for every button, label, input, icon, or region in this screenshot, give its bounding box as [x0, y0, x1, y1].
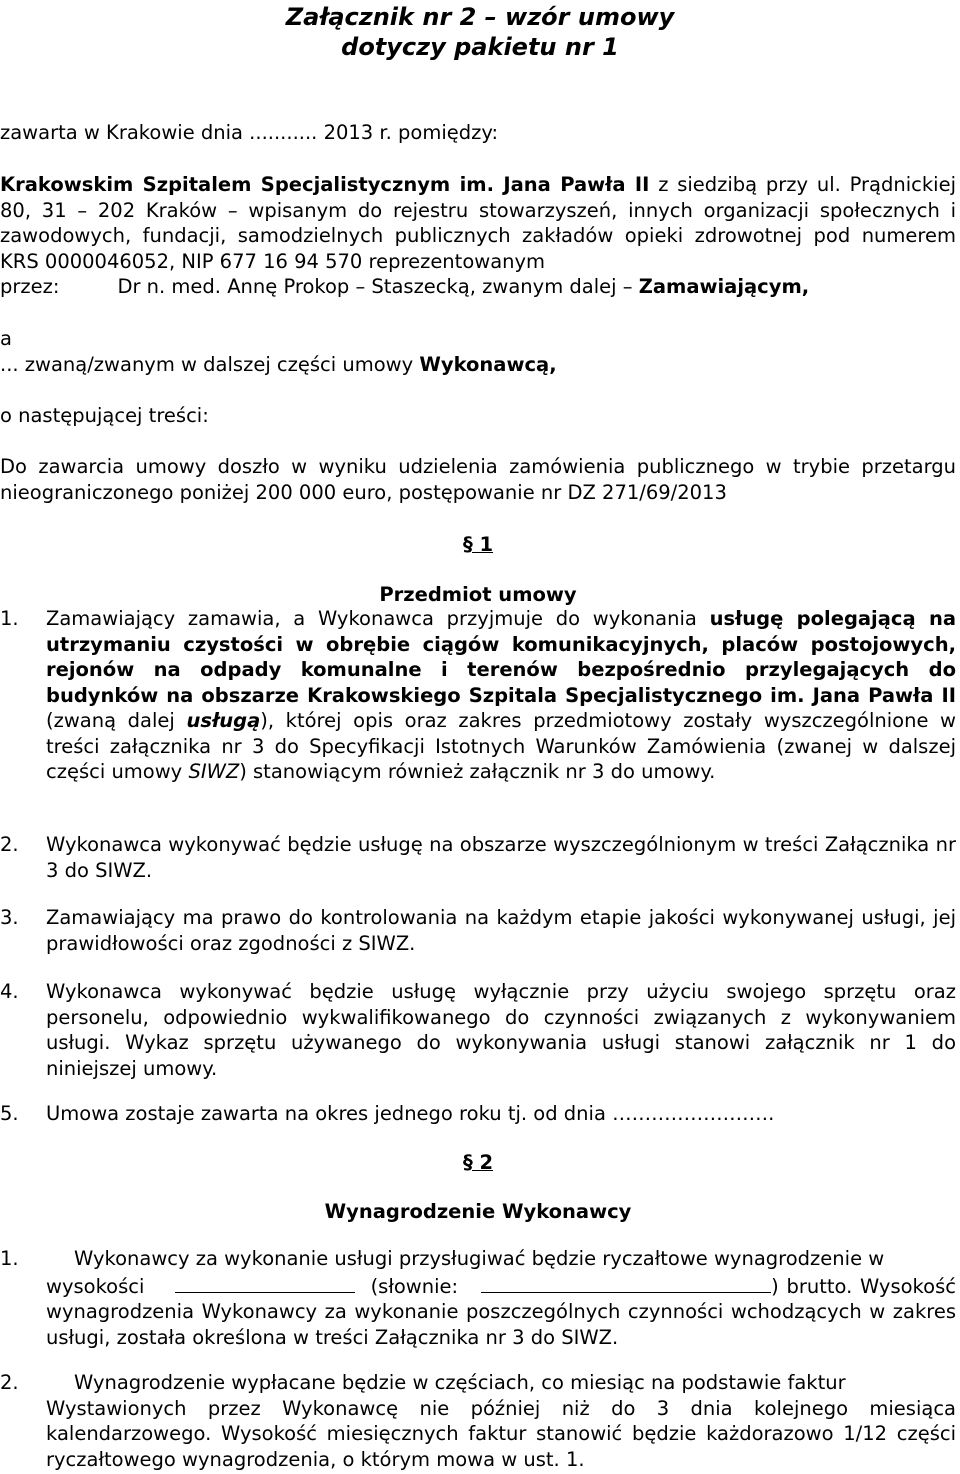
amount-label: wysokości [46, 1274, 145, 1298]
s1-item-2: 2. Wykonawca wykonywać będzie usługę na obszarze wyszczególnionym w treści Załącznika nr 3 do SIWZ. [0, 833, 956, 882]
s2-item-2: 2. Wynagrodzenie wypłacane będzie w częściach, co miesiąc na podstawie faktur Wystawionych przez Wykonawcę nie później niż do 3 dnia kolejnego miesiąca kalendarzowego. Wysokość miesięcznych faktur stanowić będzie każdorazowo 1/12 części ryczałtowego wynagrodzenia, o którym mowa w ust. 1. [0, 1371, 956, 1471]
s1-item-2-text: Wykonawca wykonywać będzie usługę na obszarze wyszczególnionym w treści Załącznika nr 3 do SIWZ. [46, 833, 956, 882]
following-content-line: o następującej treści: [0, 404, 209, 427]
s2-item-2-line1: Wynagrodzenie wypłacane będzie w częściach, co miesiąc na podstawie faktur [74, 1371, 846, 1394]
party2-line [0, 352, 956, 378]
s2-item-1: 1. Wykonawcy za wykonanie usługi przysługiwać będzie ryczałtowe wynagrodzenie w wysokości (słownie: ) brutto. Wysokość wynagrodzenia Wykonawcy za wykonanie poszczególnych czynności wchodzących w zakres usługi, została określona w treści Załącznika nr 3 do SIWZ. [0, 1247, 956, 1349]
party2-role: Wykonawcą, [419, 353, 557, 376]
s1-item-4: 4. Wykonawca wykonywać będzie usługę wyłącznie przy użyciu swojego sprzętu oraz personelu, odpowiednio wykwalifikowanego do czynności związanych z wykonywaniem usługi. Wykaz sprzętu używanego do wykonywania usługi stanowi załącznik nr 1 do niniejszej umowy. [0, 980, 956, 1080]
party1-name: Krakowskim Szpitalem Specjalistycznym im. Jana Pawła II [0, 173, 650, 196]
s1-item-3: 3. Zamawiający ma prawo do kontrolowania na każdym etapie jakości wykonywanej usługi, jej prawidłowości oraz zgodności z SIWZ. [0, 906, 956, 955]
amount-blank[interactable] [175, 1272, 355, 1293]
section2-mark: § 2 [462, 1151, 494, 1174]
party2-text: ... zwaną/zwanym w dalszej części umowy [0, 353, 420, 376]
s1-item-4-text: Wykonawca wykonywać będzie usługę wyłącznie przy użyciu swojego sprzętu oraz personelu, odpowiednio wykwalifikowanego do czynności związanych z wykonywaniem usługi. Wykaz sprzętu używanego do wykonywania usługi stanowi załącznik nr 1 do niniejszej umowy. [46, 980, 956, 1080]
s2-item-1-text: wysokości (słownie: ) brutto. Wysokość wynagrodzenia Wykonawcy za wykonanie poszczególnych czynności wchodzących w zakres usługi, została określona w treści Załącznika nr 3 do SIWZ. [0, 1272, 956, 1351]
title-line-2: dotyczy pakietu nr 1 [341, 33, 619, 61]
amount-words-blank[interactable] [481, 1272, 771, 1293]
party1-role: Zamawiającym, [638, 275, 810, 298]
words-label: (słownie: [370, 1274, 459, 1298]
section1-title: Przedmiot umowy [379, 583, 577, 606]
s2-item-2-text: Wystawionych przez Wykonawcę nie później niż do 3 dnia kolejnego miesiąca kalendarzowego. Wysokość miesięcznych faktur stanowić będzie każdorazowo 1/12 części ryczałtowego wynagrodzenia, o którym mowa w ust. 1. [46, 1396, 956, 1471]
represented-person: Dr n. med. Annę Prokop – Staszecką, zwanym dalej – [117, 275, 639, 298]
s2-item-1-line1: Wykonawcy za wykonanie usługi przysługiwać będzie ryczałtowe wynagrodzenie w [74, 1247, 885, 1270]
section1-mark: § 1 [462, 533, 494, 556]
document-title [0, 2, 960, 62]
represented-by-label: przez: [0, 275, 60, 298]
party1-paragraph [0, 172, 956, 300]
s1-item-5-text: Umowa zostaje zawarta na okres jednego roku tj. od dnia ……………………. [46, 1102, 775, 1125]
legal-basis-paragraph: Do zawarcia umowy doszło w wyniku udzielenia zamówienia publicznego w trybie przetargu nieograniczonego poniżej 200 000 euro, postępowanie nr DZ 271/69/2013 [0, 455, 956, 504]
title-line-1: Załącznik nr 2 – wzór umowy [285, 3, 675, 31]
section2-title: Wynagrodzenie Wykonawcy [324, 1200, 632, 1223]
s1-item-1-text: Zamawiający zamawia, a Wykonawca przyjmuje do wykonania usługę polegającą na utrzymaniu czystości w obrębie ciągów komunikacyjnych, placów postojowych, rejonów na odpady komunalne i terenów bezpośrednio przylegających do budynków na obszarze Krakowskiego Szpitala Specjalistycznego im. Jana Pawła II (zwaną dalej usługą), której opis oraz zakres przedmiotowy zostały wyszczególnione w treści załącznika nr 3 do Specyfikacji Istotnych Warunków Zamówienia (zwanej w dalszej części umowy SIWZ) stanowiącym również załącznik nr 3 do umowy. [46, 607, 957, 783]
s1-item-5: 5. Umowa zostaje zawarta na okres jednego roku tj. od dnia ……………………. [0, 1101, 956, 1127]
s1-item-3-text: Zamawiający ma prawo do kontrolowania na każdym etapie jakości wykonywanej usługi, jej prawidłowości oraz zgodności z SIWZ. [46, 906, 956, 955]
s1-item-1-num: 1. [0, 607, 19, 630]
contract-date-line: zawarta w Krakowie dnia ........... 2013 r. pomiędzy: [0, 121, 499, 144]
and-word: a [0, 327, 12, 350]
party1-details: z siedzibą przy ul. Prądnickiej 80, 31 – 202 Kraków – wpisanym do rejestru stowarzyszeń, innych organizacji społecznych i zawodowych, fundacji, samodzielnych publicznych zakładów opieki zdrowotnej pod numerem KRS 0000046052, NIP 677 16 94 570 reprezentowanym [0, 173, 956, 273]
s1-item-1 [0, 606, 956, 785]
